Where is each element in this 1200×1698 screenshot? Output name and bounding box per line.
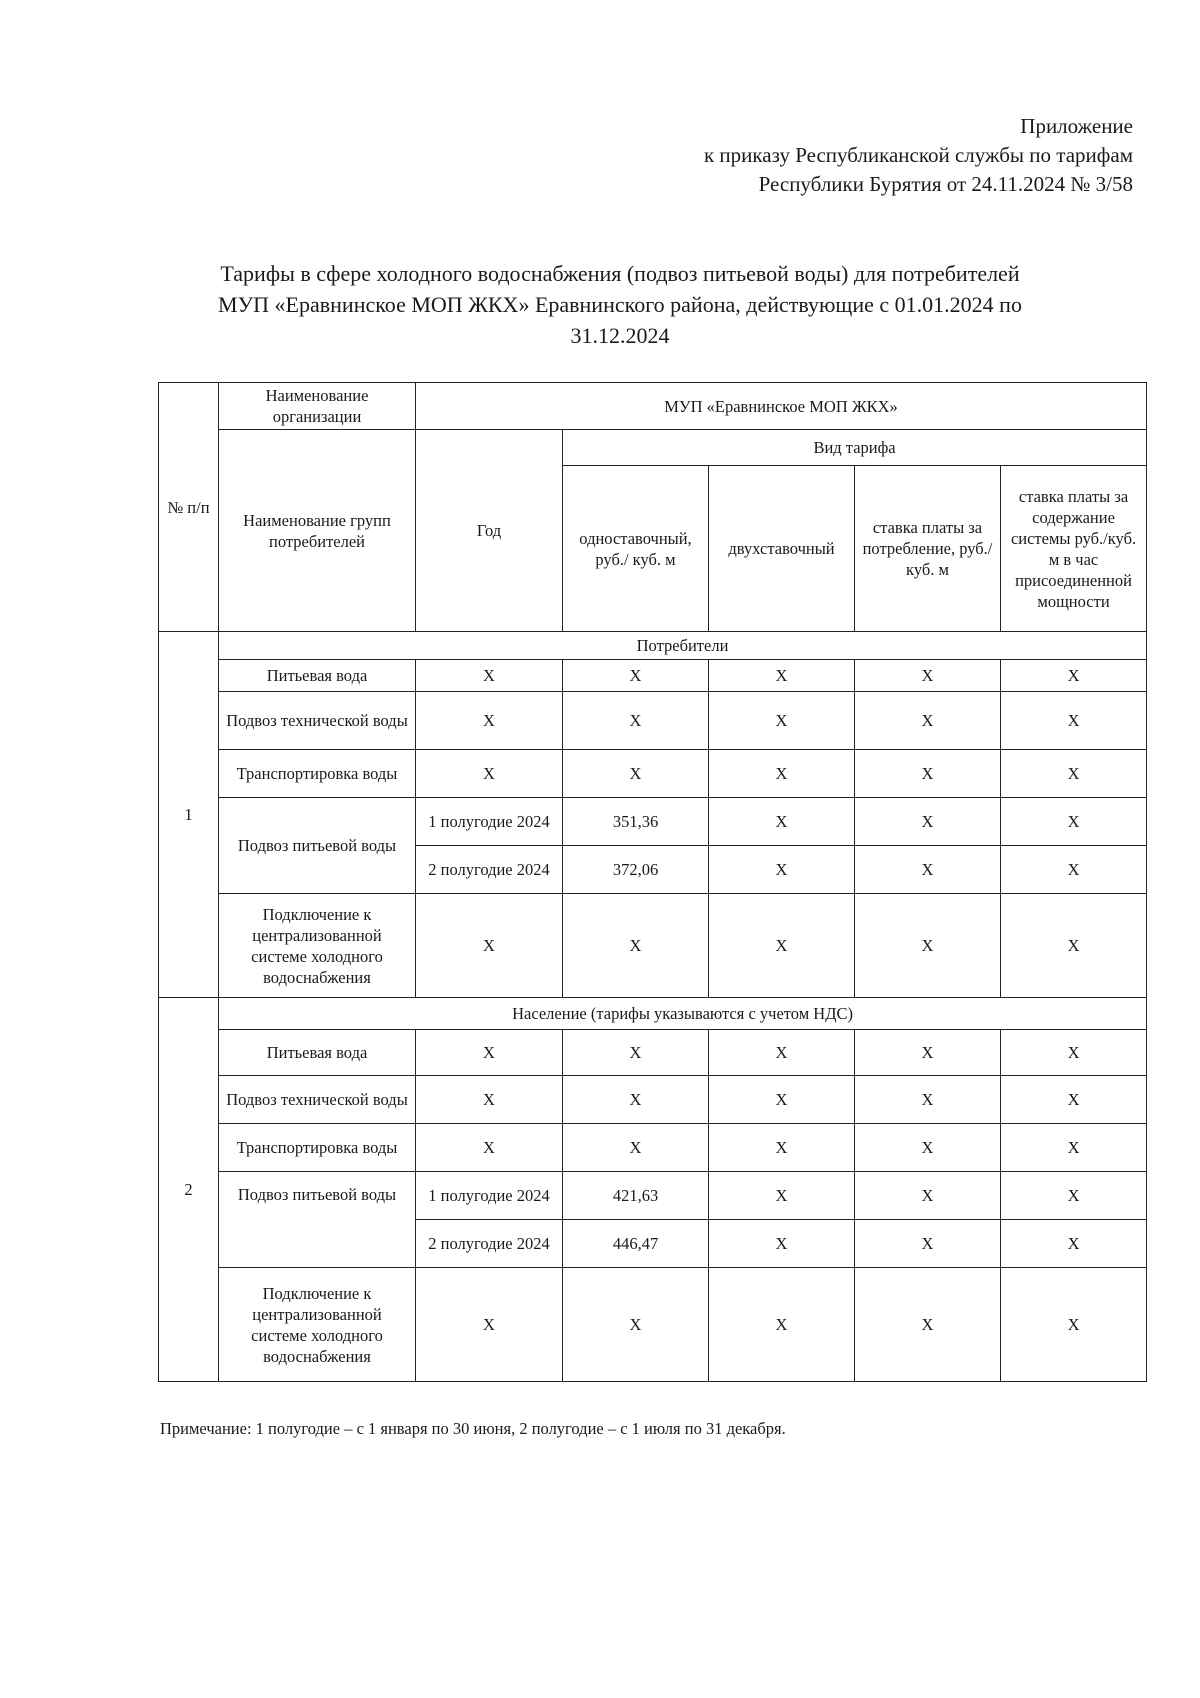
cell-consumption: Х — [855, 750, 1001, 798]
table-row — [159, 750, 1147, 798]
row-name: Подвоз технической воды — [219, 1076, 416, 1124]
cell-maintenance: Х — [1001, 660, 1147, 692]
cell-double: Х — [709, 750, 855, 798]
title-line: МУП «Еравнинское МОП ЖКХ» Еравнинского района, действующие с 01.01.2024 по — [218, 292, 1022, 317]
row-name: Транспортировка воды — [219, 1124, 416, 1172]
cell-consumption: Х — [855, 692, 1001, 750]
row-year: Х — [416, 750, 563, 798]
cell-single: Х — [563, 750, 709, 798]
cell-maintenance: Х — [1001, 692, 1147, 750]
appendix-line: к приказу Республиканской службы по тарифам — [703, 143, 1133, 167]
row-name: Подвоз питьевой воды — [219, 798, 416, 894]
row-year: Х — [416, 1124, 563, 1172]
cell-maintenance: Х — [1001, 798, 1147, 846]
cell-single: Х — [563, 1030, 709, 1076]
cell-consumption: Х — [855, 1030, 1001, 1076]
row-year: Х — [416, 660, 563, 692]
cell-single: Х — [563, 1124, 709, 1172]
table-row — [159, 1124, 1147, 1172]
cell-maintenance: Х — [1001, 846, 1147, 894]
footnote: Примечание: 1 полугодие – с 1 января по 30 июня, 2 полугодие – с 1 июля по 31 декабря. — [160, 1419, 786, 1438]
header-consumption-rate: ставка платы за потребление, руб./ куб. м — [855, 466, 1001, 632]
row-year: Х — [416, 894, 563, 998]
row-name: Подключение к централизованной системе холодного водоснабжения — [219, 1268, 416, 1382]
row-year: 2 полугодие 2024 — [416, 846, 563, 894]
appendix-line: Республики Бурятия от 24.11.2024 № 3/58 — [758, 172, 1133, 196]
cell-consumption: Х — [855, 894, 1001, 998]
table-row — [159, 1076, 1147, 1124]
cell-double: Х — [709, 894, 855, 998]
cell-double: Х — [709, 1124, 855, 1172]
row-name: Питьевая вода — [219, 1030, 416, 1076]
appendix-line: Приложение — [1020, 114, 1133, 138]
cell-double: Х — [709, 692, 855, 750]
header-groups: Наименование групп потребителей — [219, 430, 416, 632]
cell-maintenance: Х — [1001, 1172, 1147, 1220]
row-year: 1 полугодие 2024 — [416, 798, 563, 846]
cell-double: Х — [709, 660, 855, 692]
cell-maintenance: Х — [1001, 1268, 1147, 1382]
cell-consumption: Х — [855, 846, 1001, 894]
cell-single: Х — [563, 1076, 709, 1124]
cell-consumption: Х — [855, 1076, 1001, 1124]
header-single-rate: одноставочный, руб./ куб. м — [563, 466, 709, 632]
cell-consumption: Х — [855, 1172, 1001, 1220]
cell-single: 351,36 — [563, 798, 709, 846]
header-year: Год — [416, 430, 563, 632]
table-row — [159, 798, 1147, 846]
cell-maintenance: Х — [1001, 1030, 1147, 1076]
table-row — [159, 1030, 1147, 1076]
row-name: Питьевая вода — [219, 660, 416, 692]
cell-double: Х — [709, 846, 855, 894]
section-num: 2 — [159, 998, 219, 1382]
title-line: Тарифы в сфере холодного водоснабжения (подвоз питьевой воды) для потребителей — [220, 261, 1020, 286]
title-line: 31.12.2024 — [570, 323, 670, 348]
cell-double: Х — [709, 1220, 855, 1268]
row-year: 1 полугодие 2024 — [416, 1172, 563, 1220]
row-year: Х — [416, 692, 563, 750]
cell-single: 372,06 — [563, 846, 709, 894]
row-year: Х — [416, 1268, 563, 1382]
cell-maintenance: Х — [1001, 750, 1147, 798]
table-row — [159, 1172, 1147, 1220]
cell-maintenance: Х — [1001, 1124, 1147, 1172]
row-year: 2 полугодие 2024 — [416, 1220, 563, 1268]
cell-consumption: Х — [855, 1220, 1001, 1268]
table-row — [159, 894, 1147, 998]
table-row — [159, 692, 1147, 750]
row-year: Х — [416, 1030, 563, 1076]
table-row — [159, 1268, 1147, 1382]
row-name: Подвоз технической воды — [219, 692, 416, 750]
cell-double: Х — [709, 1172, 855, 1220]
row-name: Подвоз питьевой воды — [219, 1172, 416, 1268]
cell-single: Х — [563, 692, 709, 750]
header-maintenance-rate: ставка платы за содержание системы руб./куб. м в час присоединенной мощности — [1001, 466, 1147, 632]
cell-double: Х — [709, 1268, 855, 1382]
header-tariff-type: Вид тарифа — [563, 430, 1147, 466]
appendix-header — [433, 112, 1133, 199]
cell-maintenance: Х — [1001, 894, 1147, 998]
cell-maintenance: Х — [1001, 1076, 1147, 1124]
cell-consumption: Х — [855, 660, 1001, 692]
cell-maintenance: Х — [1001, 1220, 1147, 1268]
section-title: Потребители — [219, 632, 1147, 660]
cell-single: Х — [563, 894, 709, 998]
tariff-table — [158, 382, 1147, 1382]
cell-double: Х — [709, 1030, 855, 1076]
cell-single: 446,47 — [563, 1220, 709, 1268]
header-double-rate: двухставочный — [709, 466, 855, 632]
row-name: Подключение к централизованной системе холодного водоснабжения — [219, 894, 416, 998]
header-org-name: МУП «Еравнинское МОП ЖКХ» — [416, 383, 1147, 430]
row-name: Транспортировка воды — [219, 750, 416, 798]
table-row — [159, 660, 1147, 692]
section-num: 1 — [159, 632, 219, 998]
cell-single: Х — [563, 1268, 709, 1382]
cell-consumption: Х — [855, 1124, 1001, 1172]
cell-single: 421,63 — [563, 1172, 709, 1220]
cell-double: Х — [709, 1076, 855, 1124]
row-year: Х — [416, 1076, 563, 1124]
cell-single: Х — [563, 660, 709, 692]
cell-consumption: Х — [855, 798, 1001, 846]
cell-consumption: Х — [855, 1268, 1001, 1382]
header-num: № п/п — [159, 383, 219, 632]
header-org-label: Наименование организации — [219, 383, 416, 430]
document-title — [150, 258, 1090, 351]
section-title: Население (тарифы указываются с учетом НДС) — [219, 998, 1147, 1030]
cell-double: Х — [709, 798, 855, 846]
